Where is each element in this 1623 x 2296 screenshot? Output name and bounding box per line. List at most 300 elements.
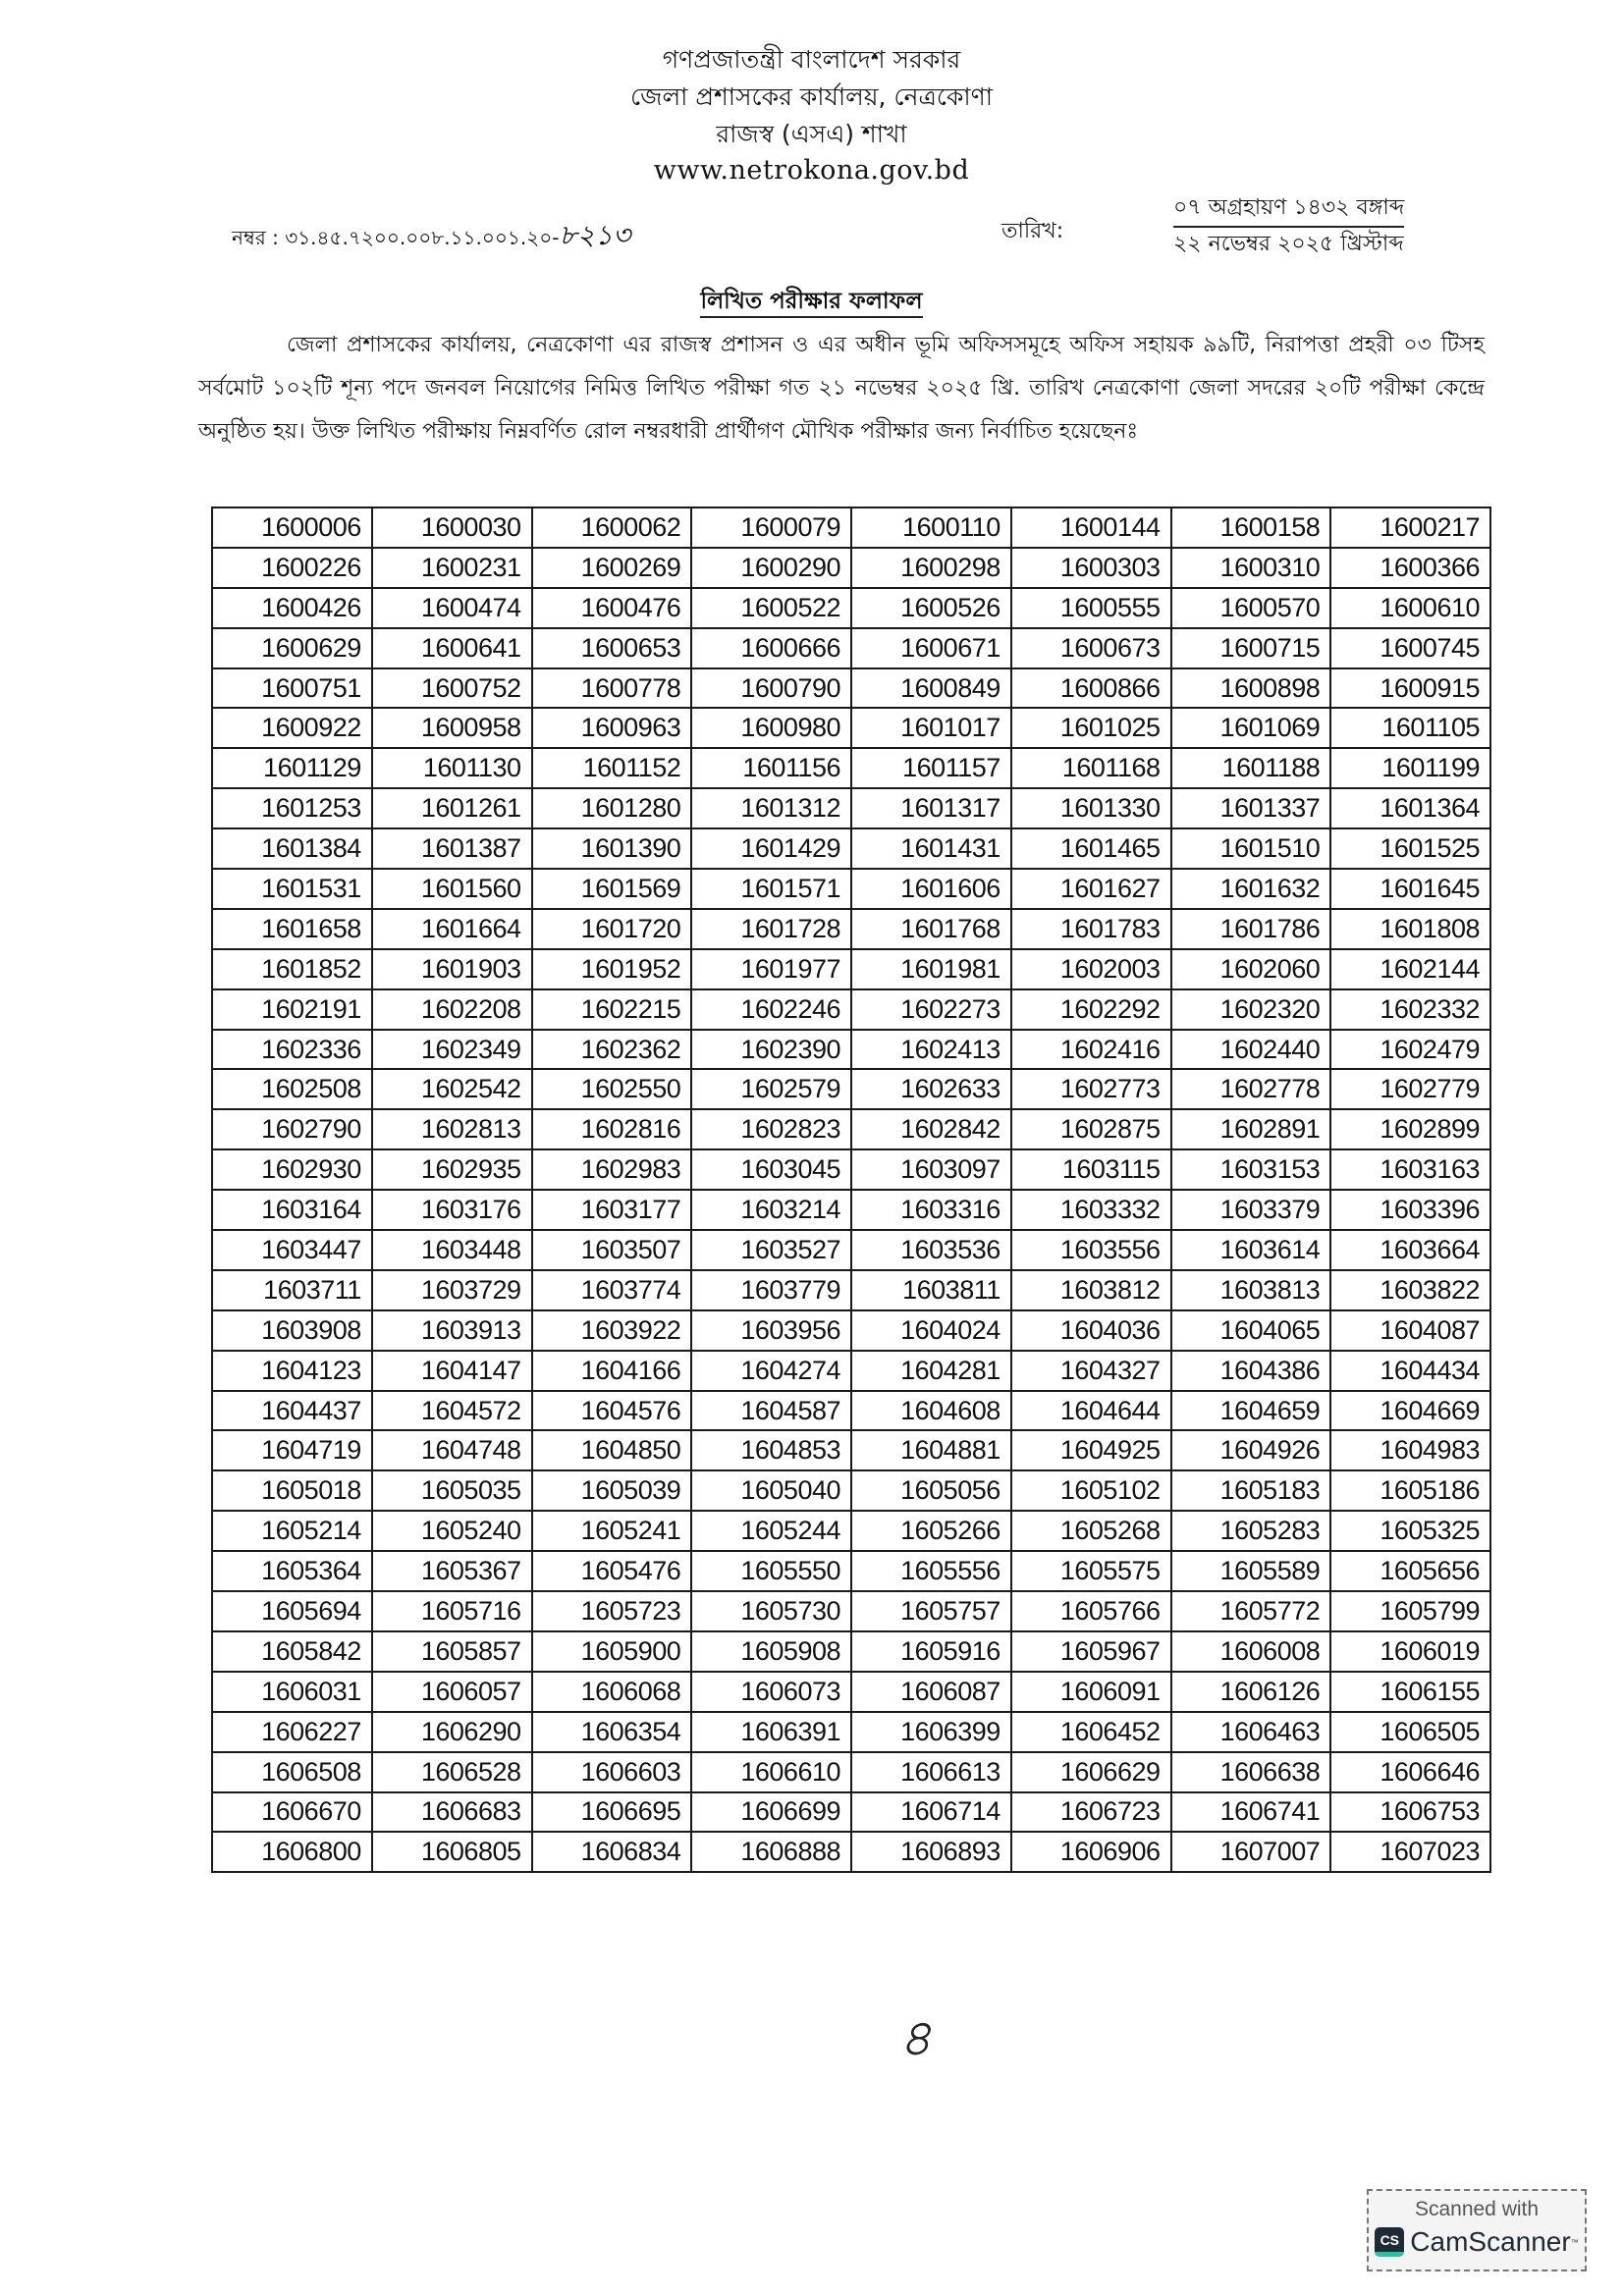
roll-number-cell: 1600898	[1171, 668, 1331, 709]
table-row	[212, 1190, 1490, 1230]
roll-number-cell: 1604881	[851, 1430, 1011, 1470]
roll-number-cell: 1603214	[691, 1190, 851, 1230]
document-title	[0, 283, 1623, 321]
roll-number-cell: 1605908	[691, 1631, 851, 1672]
roll-number-cell: 1600915	[1330, 668, 1490, 709]
roll-number-cell: 1602332	[1330, 989, 1490, 1030]
roll-number-cell: 1601431	[851, 828, 1011, 869]
roll-number-cell: 1602579	[691, 1069, 851, 1109]
table-row	[212, 949, 1490, 989]
roll-number-cell: 1606399	[851, 1712, 1011, 1752]
roll-number-cell: 1602246	[691, 989, 851, 1030]
roll-number-cell: 1600745	[1330, 628, 1490, 668]
roll-number-cell: 1606508	[212, 1752, 372, 1792]
roll-number-cell: 1601852	[212, 949, 372, 989]
roll-number-cell: 1603922	[532, 1310, 692, 1351]
roll-number-cell: 1604386	[1171, 1351, 1331, 1391]
roll-number-cell: 1605476	[532, 1551, 692, 1591]
roll-number-cell: 1603811	[851, 1270, 1011, 1310]
watermark-scanned-text: Scanned with	[1414, 2198, 1540, 2220]
roll-number-cell: 1602790	[212, 1109, 372, 1149]
roll-number-cell: 1604147	[372, 1351, 532, 1391]
roll-number-cell: 1605268	[1011, 1511, 1171, 1551]
roll-number-cell: 1600866	[1011, 668, 1171, 709]
roll-number-cell: 1601560	[372, 869, 532, 909]
roll-number-cell: 1600062	[532, 507, 692, 548]
table-row	[212, 748, 1490, 788]
body-paragraph: জেলা প্রশাসকের কার্যালয়, নেত্রকোণা এর রাজস্ব প্রশাসন ও এর অধীন ভূমি অফিসসমূহে অফিস সহায়ক ৯৯টি, নিরাপত্তা প্রহরী ০৩ টিসহ সর্বমোট ১০২টি শূন্য পদে জনবল নিয়োগের নিমিত্ত লিখিত পরীক্ষা গত ২১ নভেম্বর ২০২৫ খ্রি. তারিখ নেত্রকোণা জেলা সদরের ২০টি পরীক্ষা কেন্দ্রে অনুষ্ঠিত হয়। উক্ত লিখিত পরীক্ষায় নিম্নবর্ণিত রোল নম্বরধারী প্রার্থীগণ মৌখিক পরীক্ষার জন্য নির্বাচিত হয়েছেনঃ	[198, 333, 1485, 444]
camscanner-logo-icon: CS	[1375, 2227, 1404, 2257]
roll-number-cell: 1602813	[372, 1109, 532, 1149]
roll-number-cell: 1603177	[532, 1190, 692, 1230]
roll-number-cell: 1606528	[372, 1752, 532, 1792]
page-number: ৪	[898, 2009, 932, 2068]
roll-number-cell: 1606126	[1171, 1672, 1331, 1712]
roll-number-cell: 1604123	[212, 1351, 372, 1391]
roll-number-cell: 1600629	[212, 628, 372, 668]
roll-number-cell: 1603396	[1330, 1190, 1490, 1230]
roll-number-cell: 1603956	[691, 1310, 851, 1351]
roll-number-cell: 1604719	[212, 1430, 372, 1470]
roll-number-cell: 1604087	[1330, 1310, 1490, 1351]
roll-number-cell: 1605694	[212, 1591, 372, 1631]
roll-number-cell: 1601465	[1011, 828, 1171, 869]
watermark-brand-row	[1369, 2226, 1585, 2258]
roll-number-cell: 1604024	[851, 1310, 1011, 1351]
table-row	[212, 1631, 1490, 1672]
roll-number-cell: 1601664	[372, 909, 532, 949]
roll-number-cell: 1606741	[1171, 1792, 1331, 1833]
roll-number-cell: 1601569	[532, 869, 692, 909]
roll-number-cell: 1601627	[1011, 869, 1171, 909]
table-row	[212, 1391, 1490, 1431]
roll-number-cell: 1603812	[1011, 1270, 1171, 1310]
roll-number-cell: 1602362	[532, 1030, 692, 1070]
roll-number-cell: 1600526	[851, 588, 1011, 628]
website-link[interactable]: www.netrokona.gov.bd	[653, 155, 970, 186]
roll-number-cell: 1603908	[212, 1310, 372, 1351]
roll-number-cell: 1603332	[1011, 1190, 1171, 1230]
roll-number-cell: 1602542	[372, 1069, 532, 1109]
roll-number-cell: 1605039	[532, 1470, 692, 1511]
roll-number-cell: 1606906	[1011, 1832, 1171, 1872]
roll-number-cell: 1606019	[1330, 1631, 1490, 1672]
roll-number-cell: 1600922	[212, 708, 372, 748]
roll-number-cell: 1600673	[1011, 628, 1171, 668]
roll-number-cell: 1603813	[1171, 1270, 1331, 1310]
roll-number-cell: 1606753	[1330, 1792, 1490, 1833]
roll-number-cell: 1600963	[532, 708, 692, 748]
roll-number-cell: 1602773	[1011, 1069, 1171, 1109]
roll-number-cell: 1605240	[372, 1511, 532, 1551]
roll-number-cell: 1605244	[691, 1511, 851, 1551]
roll-number-cell: 1605716	[372, 1591, 532, 1631]
memo-number	[232, 214, 630, 260]
roll-number-cell: 1605183	[1171, 1470, 1331, 1511]
roll-number-cell: 1600752	[372, 668, 532, 709]
roll-number-cell: 1603664	[1330, 1230, 1490, 1270]
roll-number-cell: 1606613	[851, 1752, 1011, 1792]
bengali-date: ০৭ অগ্রহায়ণ ১৪৩২ বঙ্গাব্দ	[1173, 192, 1404, 228]
roll-number-cell: 1606805	[372, 1832, 532, 1872]
roll-number-cell: 1600426	[212, 588, 372, 628]
roll-number-cell: 1605723	[532, 1591, 692, 1631]
table-row	[212, 1551, 1490, 1591]
roll-number-cell: 1605799	[1330, 1591, 1490, 1631]
table-row	[212, 1712, 1490, 1752]
roll-number-cell: 1602320	[1171, 989, 1331, 1030]
memo-label: নম্বর :	[232, 226, 279, 249]
roll-number-cell: 1606893	[851, 1832, 1011, 1872]
roll-number-cell: 1601977	[691, 949, 851, 989]
roll-number-cell: 1603163	[1330, 1149, 1490, 1190]
roll-number-cell: 1601952	[532, 949, 692, 989]
roll-number-cell: 1602060	[1171, 949, 1331, 989]
roll-number-cell: 1601632	[1171, 869, 1331, 909]
table-row	[212, 1270, 1490, 1310]
roll-number-cell: 1601903	[372, 949, 532, 989]
roll-number-cell: 1602633	[851, 1069, 1011, 1109]
table-row	[212, 507, 1490, 548]
roll-number-cell: 1606505	[1330, 1712, 1490, 1752]
roll-number-cell: 1602440	[1171, 1030, 1331, 1070]
roll-number-cell: 1600790	[691, 668, 851, 709]
table-row	[212, 828, 1490, 869]
table-row	[212, 909, 1490, 949]
roll-number-cell: 1606670	[212, 1792, 372, 1833]
table-row	[212, 1470, 1490, 1511]
roll-number-cell: 1606683	[372, 1792, 532, 1833]
roll-number-cell: 1603536	[851, 1230, 1011, 1270]
table-row	[212, 1591, 1490, 1631]
roll-number-cell: 1604748	[372, 1430, 532, 1470]
roll-number-cell: 1601337	[1171, 788, 1331, 828]
roll-number-cell: 1600715	[1171, 628, 1331, 668]
roll-number-cell: 1601720	[532, 909, 692, 949]
roll-number-cell: 1603045	[691, 1149, 851, 1190]
roll-number-cell: 1604644	[1011, 1391, 1171, 1431]
roll-number-cell: 1602823	[691, 1109, 851, 1149]
roll-number-cell: 1606057	[372, 1672, 532, 1712]
roll-number-cell: 1601188	[1171, 748, 1331, 788]
table-row	[212, 1069, 1490, 1109]
roll-number-cell: 1605325	[1330, 1511, 1490, 1551]
roll-number-cell: 1606695	[532, 1792, 692, 1833]
roll-number-cell: 1601571	[691, 869, 851, 909]
table-row	[212, 1109, 1490, 1149]
roll-number-cell: 1600980	[691, 708, 851, 748]
roll-number-cell: 1601606	[851, 869, 1011, 909]
roll-number-table	[211, 507, 1491, 1873]
roll-number-cell: 1603176	[372, 1190, 532, 1230]
roll-number-cell: 1602144	[1330, 949, 1490, 989]
roll-number-cell: 1604669	[1330, 1391, 1490, 1431]
roll-number-cell: 1600653	[532, 628, 692, 668]
roll-number-cell: 1606888	[691, 1832, 851, 1872]
roll-number-cell: 1600778	[532, 668, 692, 709]
roll-number-cell: 1602208	[372, 989, 532, 1030]
roll-number-cell: 1600476	[532, 588, 692, 628]
roll-number-cell: 1601390	[532, 828, 692, 869]
roll-number-cell: 1601105	[1330, 708, 1490, 748]
roll-number-cell: 1601384	[212, 828, 372, 869]
roll-number-cell: 1605556	[851, 1551, 1011, 1591]
roll-number-cell: 1605900	[532, 1631, 692, 1672]
roll-number-cell: 1603614	[1171, 1230, 1331, 1270]
roll-number-cell: 1603556	[1011, 1230, 1171, 1270]
roll-number-cell: 1605102	[1011, 1470, 1171, 1511]
roll-number-cell: 1606031	[212, 1672, 372, 1712]
roll-number-cell: 1600751	[212, 668, 372, 709]
table-row	[212, 1752, 1490, 1792]
roll-number-cell: 1606463	[1171, 1712, 1331, 1752]
roll-number-cell: 1601531	[212, 869, 372, 909]
roll-number-cell: 1600217	[1330, 507, 1490, 548]
roll-number-cell: 1601658	[212, 909, 372, 949]
roll-number-cell: 1602273	[851, 989, 1011, 1030]
roll-number-cell: 1605056	[851, 1470, 1011, 1511]
roll-number-cell: 1605589	[1171, 1551, 1331, 1591]
roll-number-cell: 1606073	[691, 1672, 851, 1712]
roll-number-cell: 1600570	[1171, 588, 1331, 628]
roll-number-cell: 1606603	[532, 1752, 692, 1792]
roll-number-cell: 1603379	[1171, 1190, 1331, 1230]
roll-number-cell: 1604983	[1330, 1430, 1490, 1470]
roll-number-cell: 1600610	[1330, 588, 1490, 628]
gregorian-date: ২২ নভেম্বর ২০২৫ খ্রিস্টাব্দ	[1173, 232, 1404, 256]
roll-number-cell: 1604576	[532, 1391, 692, 1431]
table-row	[212, 869, 1490, 909]
roll-number-cell: 1601783	[1011, 909, 1171, 949]
roll-number-cell: 1606699	[691, 1792, 851, 1833]
roll-number-cell: 1604925	[1011, 1430, 1171, 1470]
roll-number-cell: 1603711	[212, 1270, 372, 1310]
roll-number-cell: 1606155	[1330, 1672, 1490, 1712]
roll-number-cell: 1605730	[691, 1591, 851, 1631]
roll-number-cell: 1602930	[212, 1149, 372, 1190]
roll-number-cell: 1600310	[1171, 548, 1331, 588]
roll-number-cell: 1601364	[1330, 788, 1490, 828]
roll-number-cell: 1601429	[691, 828, 851, 869]
roll-number-cell: 1603115	[1011, 1149, 1171, 1190]
roll-number-cell: 1602003	[1011, 949, 1171, 989]
roll-number-cell: 1606087	[851, 1672, 1011, 1712]
table-row	[212, 1430, 1490, 1470]
roll-number-cell: 1600290	[691, 548, 851, 588]
roll-number-cell: 1600474	[372, 588, 532, 628]
roll-number-cell: 1600641	[372, 628, 532, 668]
roll-number-cell: 1600849	[851, 668, 1011, 709]
roll-number-cell: 1605757	[851, 1591, 1011, 1631]
roll-number-cell: 1602336	[212, 1030, 372, 1070]
roll-number-cell: 1602778	[1171, 1069, 1331, 1109]
roll-number-cell: 1605186	[1330, 1470, 1490, 1511]
roll-number-cell: 1601768	[851, 909, 1011, 949]
roll-number-cell: 1601025	[1011, 708, 1171, 748]
roll-number-cell: 1602816	[532, 1109, 692, 1149]
letterhead	[0, 41, 1623, 188]
roll-number-cell: 1603164	[212, 1190, 372, 1230]
roll-number-cell: 1605367	[372, 1551, 532, 1591]
roll-number-cell: 1600226	[212, 548, 372, 588]
roll-number-cell: 1600158	[1171, 507, 1331, 548]
document-title-text: লিখিত পরীক্ষার ফলাফল	[700, 289, 922, 318]
roll-number-cell: 1601280	[532, 788, 692, 828]
roll-number-cell: 1602550	[532, 1069, 692, 1109]
roll-number-cell: 1602292	[1011, 989, 1171, 1030]
table-row	[212, 788, 1490, 828]
roll-number-cell: 1606638	[1171, 1752, 1331, 1792]
roll-number-cell: 1601129	[212, 748, 372, 788]
roll-number-cell: 1600110	[851, 507, 1011, 548]
roll-number-cell: 1605772	[1171, 1591, 1331, 1631]
camscanner-watermark	[1367, 2189, 1587, 2271]
branch-name: রাজস্ব (এসএ) শাখা	[716, 120, 907, 148]
roll-number-cell: 1601786	[1171, 909, 1331, 949]
roll-number-cell: 1600522	[691, 588, 851, 628]
roll-number-cell: 1602413	[851, 1030, 1011, 1070]
roll-number-cell: 1601156	[691, 748, 851, 788]
roll-number-cell: 1605857	[372, 1631, 532, 1672]
roll-number-cell: 1601981	[851, 949, 1011, 989]
roll-number-cell: 1604327	[1011, 1351, 1171, 1391]
roll-number-cell: 1602390	[691, 1030, 851, 1070]
memo-value: ৩১.৪৫.৭২০০.০০৮.১১.০০১.২০-	[285, 226, 560, 249]
roll-number-cell: 1605241	[532, 1511, 692, 1551]
roll-number-cell: 1600231	[372, 548, 532, 588]
roll-number-cell: 1604608	[851, 1391, 1011, 1431]
roll-number-cell: 1602983	[532, 1149, 692, 1190]
roll-number-cell: 1601017	[851, 708, 1011, 748]
roll-number-cell: 1604853	[691, 1430, 851, 1470]
roll-number-cell: 1601645	[1330, 869, 1490, 909]
roll-number-cell: 1606354	[532, 1712, 692, 1752]
roll-number-cell: 1602215	[532, 989, 692, 1030]
roll-number-cell: 1604036	[1011, 1310, 1171, 1351]
roll-number-cell: 1601261	[372, 788, 532, 828]
roll-number-cell: 1606068	[532, 1672, 692, 1712]
roll-number-cell: 1606800	[212, 1832, 372, 1872]
roll-number-cell: 1603729	[372, 1270, 532, 1310]
table-row	[212, 1672, 1490, 1712]
roll-number-cell: 1601728	[691, 909, 851, 949]
roll-number-cell: 1605967	[1011, 1631, 1171, 1672]
roll-number-cell: 1602191	[212, 989, 372, 1030]
trademark-symbol: ™	[1570, 2237, 1579, 2247]
roll-number-cell: 1603913	[372, 1310, 532, 1351]
roll-number-cell: 1601253	[212, 788, 372, 828]
roll-number-cell: 1600006	[212, 507, 372, 548]
table-row	[212, 1351, 1490, 1391]
roll-number-cell: 1606714	[851, 1792, 1011, 1833]
roll-number-cell: 1602875	[1011, 1109, 1171, 1149]
roll-number-cell: 1606610	[691, 1752, 851, 1792]
roll-number-cell: 1606723	[1011, 1792, 1171, 1833]
roll-number-cell: 1606391	[691, 1712, 851, 1752]
roll-number-cell: 1606629	[1011, 1752, 1171, 1792]
roll-number-cell: 1603507	[532, 1230, 692, 1270]
roll-number-cell: 1606834	[532, 1832, 692, 1872]
roll-number-cell: 1603097	[851, 1149, 1011, 1190]
roll-table-body	[212, 507, 1490, 1872]
roll-number-cell: 1601808	[1330, 909, 1490, 949]
roll-number-cell: 1600671	[851, 628, 1011, 668]
roll-number-cell: 1604926	[1171, 1430, 1331, 1470]
roll-number-cell: 1605550	[691, 1551, 851, 1591]
roll-number-cell: 1606290	[372, 1712, 532, 1752]
roll-number-cell: 1605035	[372, 1470, 532, 1511]
table-row	[212, 708, 1490, 748]
roll-number-cell: 1606227	[212, 1712, 372, 1752]
roll-number-cell: 1601525	[1330, 828, 1490, 869]
roll-number-cell: 1604166	[532, 1351, 692, 1391]
roll-number-cell: 1604659	[1171, 1391, 1331, 1431]
roll-number-cell: 1602349	[372, 1030, 532, 1070]
roll-number-cell: 1604281	[851, 1351, 1011, 1391]
roll-number-cell: 1604274	[691, 1351, 851, 1391]
table-row	[212, 628, 1490, 668]
table-row	[212, 1511, 1490, 1551]
roll-number-cell: 1605283	[1171, 1511, 1331, 1551]
roll-number-cell: 1602416	[1011, 1030, 1171, 1070]
roll-number-cell: 1602842	[851, 1109, 1011, 1149]
roll-number-cell: 1600666	[691, 628, 851, 668]
roll-number-cell: 1601152	[532, 748, 692, 788]
table-row	[212, 1030, 1490, 1070]
table-row	[212, 1310, 1490, 1351]
roll-number-cell: 1600079	[691, 507, 851, 548]
roll-number-cell: 1603822	[1330, 1270, 1490, 1310]
roll-number-cell: 1600298	[851, 548, 1011, 588]
roll-number-cell: 1603316	[851, 1190, 1011, 1230]
office-name: জেলা প্রশাসকের কার্যালয়, নেত্রকোণা	[629, 82, 993, 111]
roll-number-cell: 1605656	[1330, 1551, 1490, 1591]
table-row	[212, 989, 1490, 1030]
roll-number-cell: 1600555	[1011, 588, 1171, 628]
table-row	[212, 548, 1490, 588]
roll-number-cell: 1601069	[1171, 708, 1331, 748]
roll-number-cell: 1602479	[1330, 1030, 1490, 1070]
roll-number-cell: 1601312	[691, 788, 851, 828]
roll-number-cell: 1600303	[1011, 548, 1171, 588]
roll-number-cell: 1604065	[1171, 1310, 1331, 1351]
date-label: তারিখ:	[1001, 219, 1064, 243]
roll-number-cell: 1606091	[1011, 1672, 1171, 1712]
roll-number-cell: 1604437	[212, 1391, 372, 1431]
roll-number-cell: 1601199	[1330, 748, 1490, 788]
roll-number-cell: 1601510	[1171, 828, 1331, 869]
roll-number-cell: 1603448	[372, 1230, 532, 1270]
date-block	[1173, 192, 1404, 261]
roll-number-cell: 1605842	[212, 1631, 372, 1672]
roll-number-cell: 1606008	[1171, 1631, 1331, 1672]
table-row	[212, 1149, 1490, 1190]
roll-number-cell: 1605766	[1011, 1591, 1171, 1631]
roll-number-cell: 1603527	[691, 1230, 851, 1270]
roll-number-cell: 1605018	[212, 1470, 372, 1511]
roll-number-cell: 1603779	[691, 1270, 851, 1310]
table-row	[212, 1230, 1490, 1270]
roll-number-cell: 1604587	[691, 1391, 851, 1431]
roll-number-cell: 1600030	[372, 507, 532, 548]
roll-number-cell: 1606646	[1330, 1752, 1490, 1792]
roll-number-cell: 1600958	[372, 708, 532, 748]
government-name: গণপ্রজাতন্ত্রী বাংলাদেশ সরকার	[662, 45, 961, 74]
roll-number-cell: 1604572	[372, 1391, 532, 1431]
roll-number-cell: 1601168	[1011, 748, 1171, 788]
roll-number-cell: 1602779	[1330, 1069, 1490, 1109]
roll-number-cell: 1600269	[532, 548, 692, 588]
